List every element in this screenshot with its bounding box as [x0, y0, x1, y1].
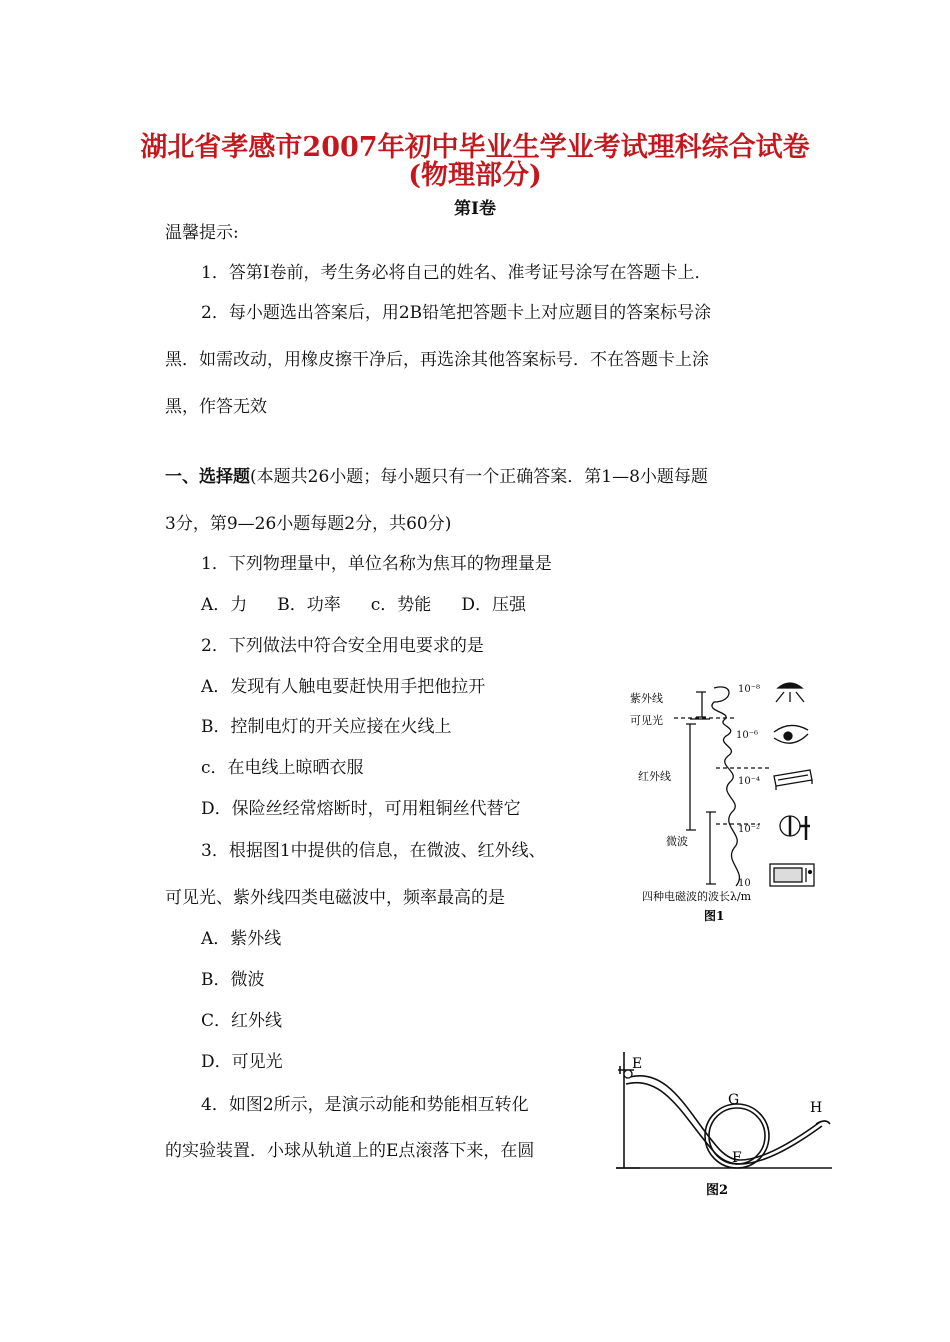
option: C．红外线 [201, 1011, 283, 1031]
figure-1-tick: 10 [738, 878, 751, 889]
point-label: E [632, 1056, 643, 1072]
q2-stem: 2．下列做法中符合安全用电要求的是 [201, 636, 484, 656]
figure-1-tick: 10⁻⁸ [738, 684, 761, 695]
figure-1-tick: 10⁻² [738, 824, 761, 835]
figure-1-label: 紫外线 [630, 692, 663, 705]
section-intro [165, 469, 708, 486]
option: B．功率 [277, 595, 341, 615]
point-label: F [732, 1150, 742, 1166]
notice-item: 黑．如需改动，用橡皮擦干净后，再选涂其他答案标号．不在答题卡上涂 [165, 350, 709, 370]
option: D．压强 [461, 595, 526, 615]
figure-2-track [600, 1040, 840, 1205]
q1-stem: 1．下列物理量中，单位名称为焦耳的物理量是 [201, 554, 552, 574]
option: D．可见光 [201, 1052, 283, 1072]
figure-1-spectrum [620, 672, 830, 930]
heater-icon [774, 770, 812, 790]
point-label: H [810, 1100, 823, 1116]
figure-1-label: 红外线 [638, 770, 671, 783]
section-heading: 一、选择题 [165, 467, 250, 487]
option: c．在电线上晾晒衣服 [201, 758, 364, 778]
notice-item: 1．答第Ⅰ卷前，考生务必将自己的姓名、准考证号涂写在答题卡上． [201, 263, 712, 283]
figure-1-tick: 10⁻⁴ [738, 776, 761, 787]
q4-stem-line-1: 4．如图2所示，是演示动能和势能相互转化 [201, 1095, 529, 1115]
figure-1-range-bracket [686, 724, 696, 830]
eye-icon [774, 725, 808, 743]
figure-1-range-bracket [696, 692, 706, 717]
option: D．保险丝经常熔断时，可用粗铜丝代替它 [201, 799, 521, 819]
point-label: G [728, 1092, 740, 1108]
volume-heading: 第Ⅰ卷 [454, 199, 496, 219]
figure-1-tick: 10⁻⁶ [736, 730, 759, 741]
figure-1-wave [712, 687, 740, 886]
option: A．紫外线 [201, 929, 282, 949]
title-line-2: (物理部分) [408, 160, 542, 191]
figure-1-axis-caption: 四种电磁波的波长λ/m [642, 890, 752, 903]
figure-1-label: 微波 [666, 835, 688, 848]
radar-dish-icon [780, 816, 810, 840]
option: c．势能 [370, 595, 432, 615]
section-desc-line-2: 3分，第9—26小题每题2分，共60分) [165, 514, 452, 534]
figure-1-caption: 图1 [704, 909, 725, 923]
notice-item: 黑，作答无效 [165, 397, 267, 417]
title-line-1: 湖北省孝感市2007年初中毕业生学业考试理科综合试卷 [140, 132, 810, 163]
option: B．微波 [201, 970, 265, 990]
figure-1-range-bracket [706, 812, 716, 884]
track-ramp [740, 1122, 820, 1160]
figure-2-caption: 图2 [706, 1183, 729, 1198]
section-desc-line-1: (本题共26小题；每小题只有一个正确答案．第1—8小题每题 [250, 467, 708, 487]
option: B．控制电灯的开关应接在火线上 [201, 717, 452, 737]
q3-stem-line-2: 可见光、紫外线四类电磁波中，频率最高的是 [165, 888, 505, 908]
track-ramp-end [816, 1121, 830, 1124]
notice-item: 2．每小题选出答案后，用2B铅笔把答题卡上对应题目的答案标号涂 [201, 303, 712, 323]
ball [624, 1070, 632, 1078]
option: A．力 [201, 595, 248, 615]
q4-stem-line-2: 的实验装置．小球从轨道上的E点滚落下来，在圆 [165, 1141, 535, 1161]
q1-options [201, 597, 526, 614]
microwave-oven-icon [770, 864, 814, 886]
q3-stem-line-1: 3．根据图1中提供的信息，在微波、红外线、 [201, 841, 546, 861]
sun-lamp-icon [776, 683, 804, 702]
option: A．发现有人触电要赶快用手把他拉开 [201, 677, 486, 697]
notice-label: 温馨提示: [165, 223, 239, 243]
track-slope [626, 1076, 740, 1160]
figure-1-label: 可见光 [630, 714, 663, 727]
